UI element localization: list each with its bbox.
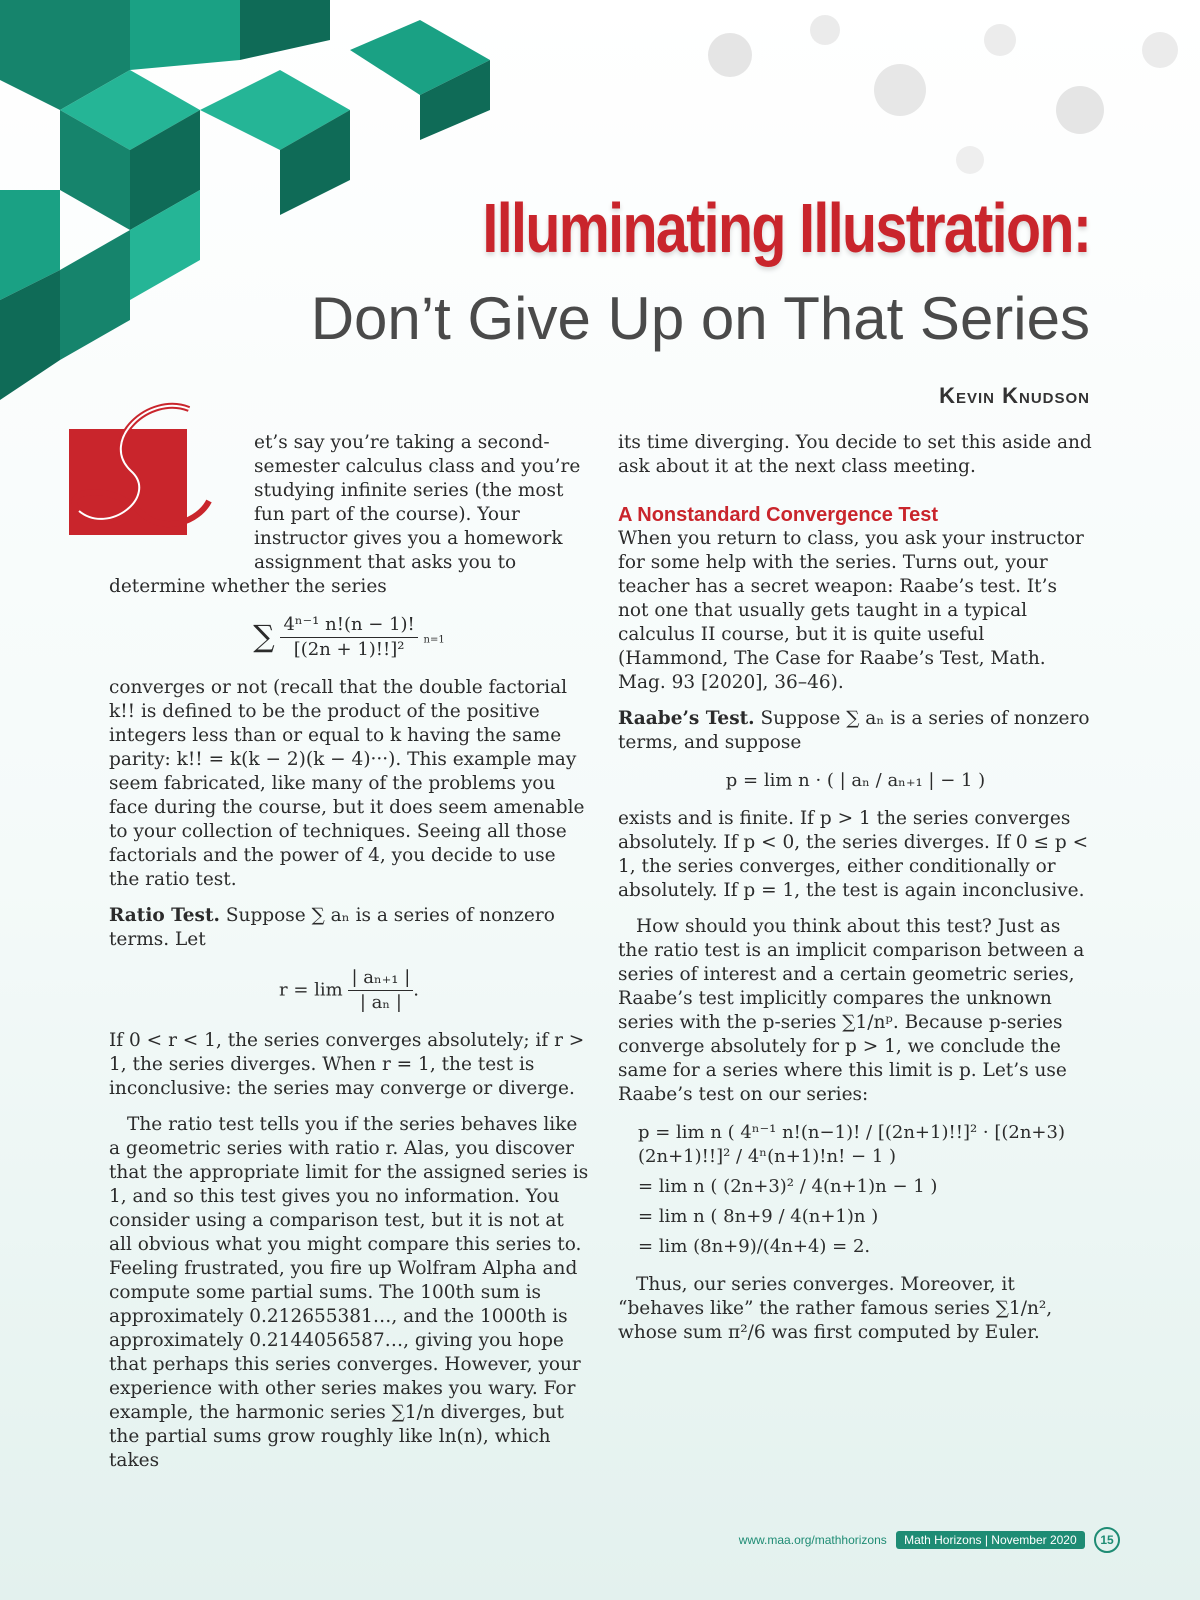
right-column [618,431,1093,1345]
article-title: Illuminating Illustration: [482,189,1090,267]
section-heading: A Nonstandard Convergence Test [618,504,939,526]
series-equation [109,613,589,662]
series-numerator: 4ⁿ⁻¹ n!(n − 1)! [280,613,417,638]
author-name: Kevin Knudson [939,383,1090,408]
left-column [109,431,589,1473]
paragraph-ratio-discussion: The ratio test tells you if the series behaves like a geometric series with ratio r. Alas, you discover that the appropriate limit for the assigned series is 1, and so this test gives you no information. You consider using a comparison test, but it is not at all obvious what you might compare this series to. Feeling frustrated, you fire up Wolfram Alpha and compute some partial sums. The 100th sum is approximately 0.212655381…, and the 1000th is approximately 0.2144056587…, giving you hope that perhaps this series converges. However, your experience with other series makes you wary. For example, the harmonic series ∑1/n diverges, but the partial sums grow roughly like ln(n), which takes [109,1114,589,1471]
background-dots-decoration [640,0,1200,190]
derivation-line: p = lim n ( 4ⁿ⁻¹ n!(n−1)! / [(2n+1)!!]² · [(2n+3)(2n+1)!!]² / 4ⁿ(n+1)!n! − 1 ) [638,1122,1065,1167]
paragraph-raabe-intro: When you return to class, you ask your instructor for some help with the series. Turns out, your teacher has a secret weapon: Raabe’s test. It’s not one that usually gets taught in a typical calculus II course, but it is quite useful (Hammond, The Case for Raabe’s Test, Math. Mag. 93 [2020], 36–46). [618,528,1084,693]
paragraph-conclusion: Thus, our series converges. Moreover, it “behaves like” the rather famous series ∑1/n², whose sum π²/6 was first computed by Euler. [618,1274,1053,1343]
ratio-numerator: | aₙ₊₁ | [348,966,413,991]
page-number: 15 [1094,1527,1120,1553]
series-fraction [280,613,417,662]
series-lower-limit: n=1 [423,634,445,646]
ratio-test-statement [109,904,589,952]
raabe-equation: p = lim n · ( | aₙ / aₙ₊₁ | − 1 ) [725,770,986,791]
ratio-eq-left: r = lim [279,979,343,1001]
cube-pattern-decoration [0,0,500,420]
derivation-line: = lim n ( 8n+9 / 4(n+1)n ) [638,1206,879,1227]
series-denominator: [(2n + 1)!!]² [293,639,405,660]
ratio-denominator: | aₙ | [359,992,402,1013]
dropcap-L [69,401,229,551]
ratio-test-label: Ratio Test. [109,905,220,926]
derivation-block [638,1121,1093,1259]
intro-paragraph: et’s say you’re taking a second-semester calculus class and you’re studying infinite series (the most fun part of the course). Your instructor gives you a homework assignment that asks you to [254,432,581,573]
sum-symbol: ∑ [253,619,275,655]
intro-continuation: determine whether the series [109,576,387,597]
derivation-line: = lim (8n+9)/(4n+4) = 2. [638,1236,871,1257]
page-footer [739,1527,1120,1553]
footer-issue-badge: Math Horizons | November 2020 [896,1531,1085,1549]
raabe-test-label: Raabe’s Test. [618,708,755,729]
footer-url[interactable]: www.maa.org/mathhorizons [738,1533,887,1547]
ratio-test-conditions: If 0 < r < 1, the series converges absolutely; if r > 1, the series diverges. When r = 1, the test is inconclusive: the series may converge or diverge. [109,1030,585,1099]
paragraph-double-factorial: converges or not (recall that the double factorial k!! is defined to be the product of the positive integers less than or equal to k having the same parity: k!! = k(k − 2)(k − 4)···). This example may seem fabricated, like many of the problems you face during the course, but it does seem amenable to your collection of techniques. Seeing all those factorials and the power of 4, you decide to use the ratio test. [109,677,585,890]
ratio-fraction [348,966,413,1015]
ratio-equation: r = lim $\frac{\text{| aₙ₊₁ |}}{\text{| aₙ |}}$ . [279,967,419,1013]
raabe-test-text: Suppose ∑ aₙ is a series of nonzero terms, and suppose [618,708,1090,753]
paragraph-set-aside: its time diverging. You decide to set this aside and ask about it at the next class meeting. [618,432,1092,477]
paragraph-how-to-think: How should you think about this test? Just as the ratio test is an implicit comparison between a series of interest and a certain geometric series, Raabe’s test implicitly compares the unknown series with the p-series ∑1/nᵖ. Because p-series converge absolutely for p > 1, we conclude the same for a series where this limit is p. Let’s use Raabe’s test on our series: [618,916,1085,1105]
derivation-line: = lim n ( (2n+3)² / 4(n+1)n − 1 ) [638,1176,938,1197]
article-subtitle: Don’t Give Up on That Series [310,285,1090,352]
ratio-test-text: Suppose ∑ aₙ is a series of nonzero terms. Let [109,905,555,950]
raabe-test-statement [618,707,1093,755]
raabe-conditions: exists and is finite. If p > 1 the series converges absolutely. If p < 0, the series diverges. If 0 ≤ p < 1, the series converges, either conditionally or absolutely. If p = 1, the test is again inconclusive. [618,808,1089,901]
